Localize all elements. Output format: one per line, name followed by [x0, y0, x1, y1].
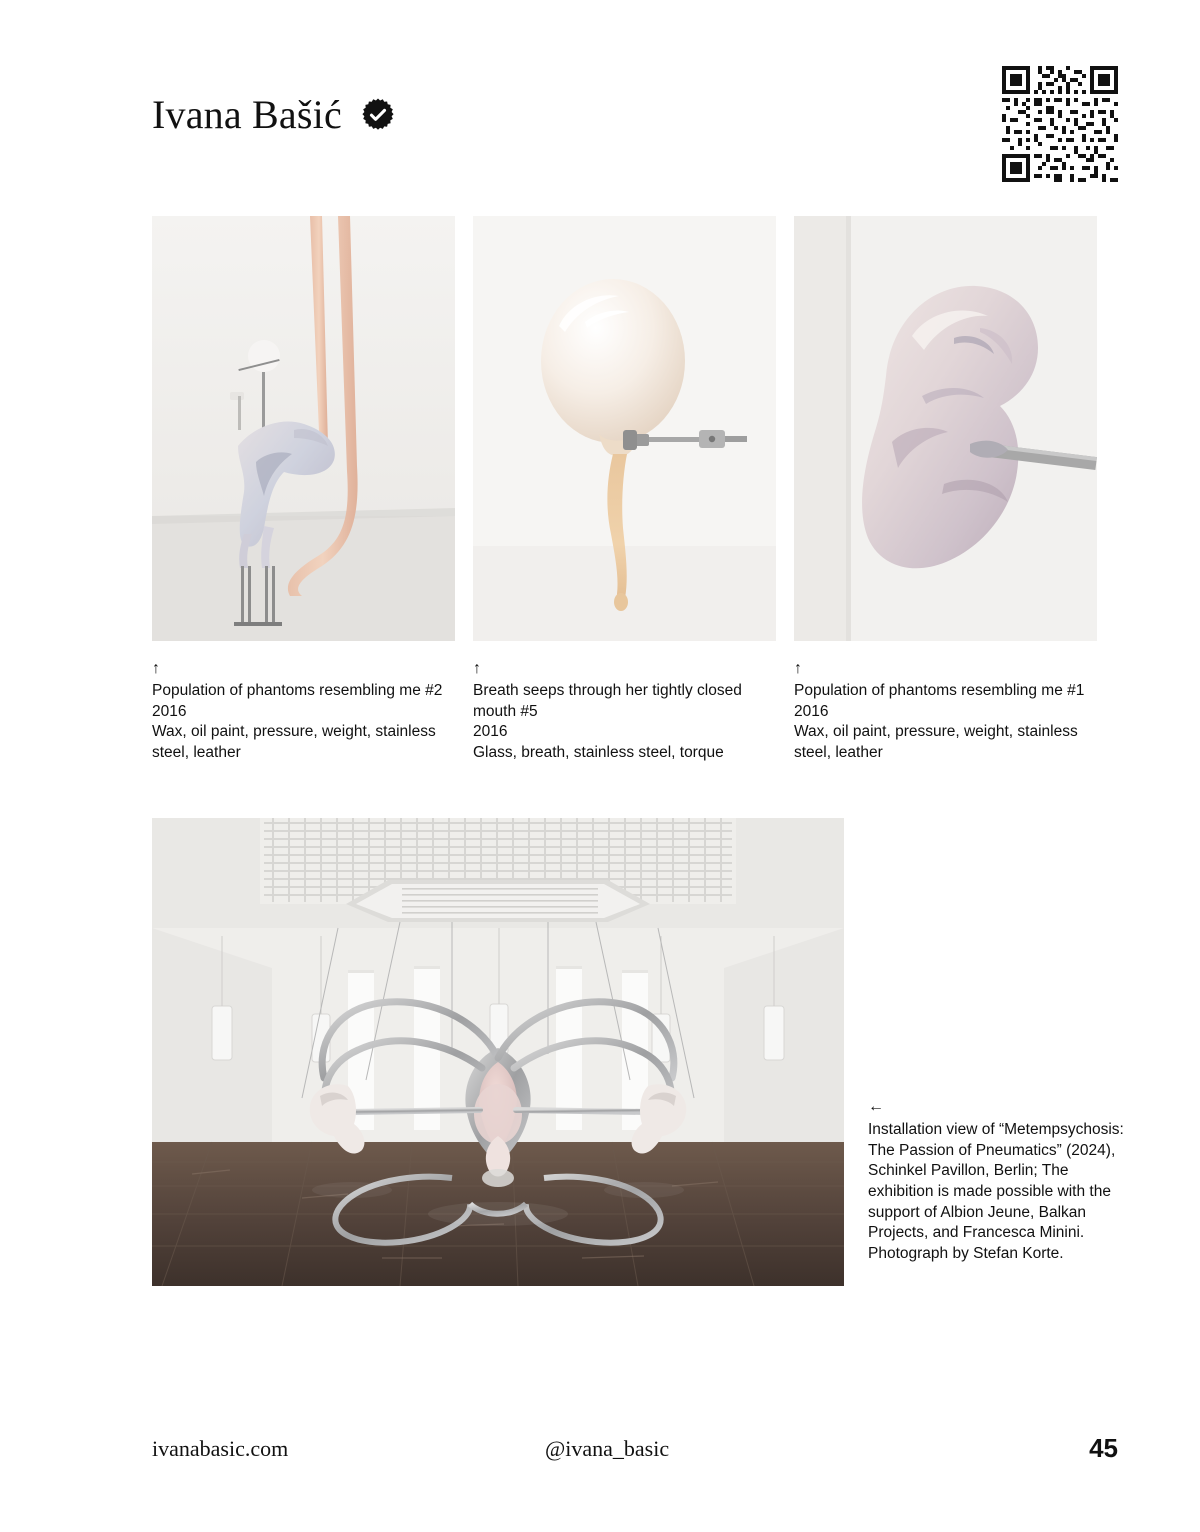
- work-title: Population of phantoms resembling me #2: [152, 682, 443, 700]
- footer-social-handle[interactable]: @ivana_basic: [545, 1436, 670, 1461]
- caption-arrow-icon: ↑: [794, 660, 802, 677]
- artwork-image-population-of-phantoms-1: [794, 216, 1097, 641]
- caption-arrow-icon: ↑: [152, 660, 160, 677]
- work-title: Population of phantoms resembling me #1: [794, 682, 1085, 700]
- work-item: [152, 216, 455, 763]
- work-year: 2016: [473, 723, 508, 741]
- work-item: [794, 216, 1097, 763]
- artwork-image-breath-seeps-through-mouth-5: [473, 216, 776, 641]
- artwork-image-population-of-phantoms-2: [152, 216, 455, 641]
- footer-website[interactable]: ivanabasic.com: [152, 1436, 289, 1461]
- work-year: 2016: [794, 702, 829, 720]
- qr-code-icon[interactable]: [1002, 66, 1118, 182]
- installation-caption-text: Installation view of “Metempsychosis: The Passion of Pneumatics” (2024), Schinkel Pavillon, Berlin; The exhibition is made possible with the support of Albion Jeune, Balkan Projects, and Francesca Minini. Photograph by Stefan Korte.: [868, 1121, 1124, 1262]
- work-year: 2016: [152, 702, 187, 720]
- work-caption: [794, 659, 1097, 763]
- installation-image: [152, 818, 844, 1286]
- verified-check-badge-icon: [360, 97, 396, 133]
- work-caption: [152, 659, 455, 763]
- page-header: [152, 92, 396, 137]
- caption-arrow-icon: ←: [868, 1098, 884, 1115]
- work-caption: [473, 659, 776, 763]
- work-materials: Wax, oil paint, pressure, weight, stainless steel, leather: [794, 723, 1078, 761]
- installation-caption: [868, 1096, 1136, 1265]
- works-row: [152, 216, 1096, 763]
- caption-arrow-icon: ↑: [473, 660, 481, 677]
- page-number: 45: [1089, 1433, 1118, 1463]
- work-item: [473, 216, 776, 763]
- work-title: Breath seeps through her tightly closed mouth #5: [473, 682, 742, 720]
- work-materials: Glass, breath, stainless steel, torque: [473, 743, 724, 761]
- page-title: Ivana Bašić: [152, 92, 342, 137]
- work-materials: Wax, oil paint, pressure, weight, stainless steel, leather: [152, 723, 436, 761]
